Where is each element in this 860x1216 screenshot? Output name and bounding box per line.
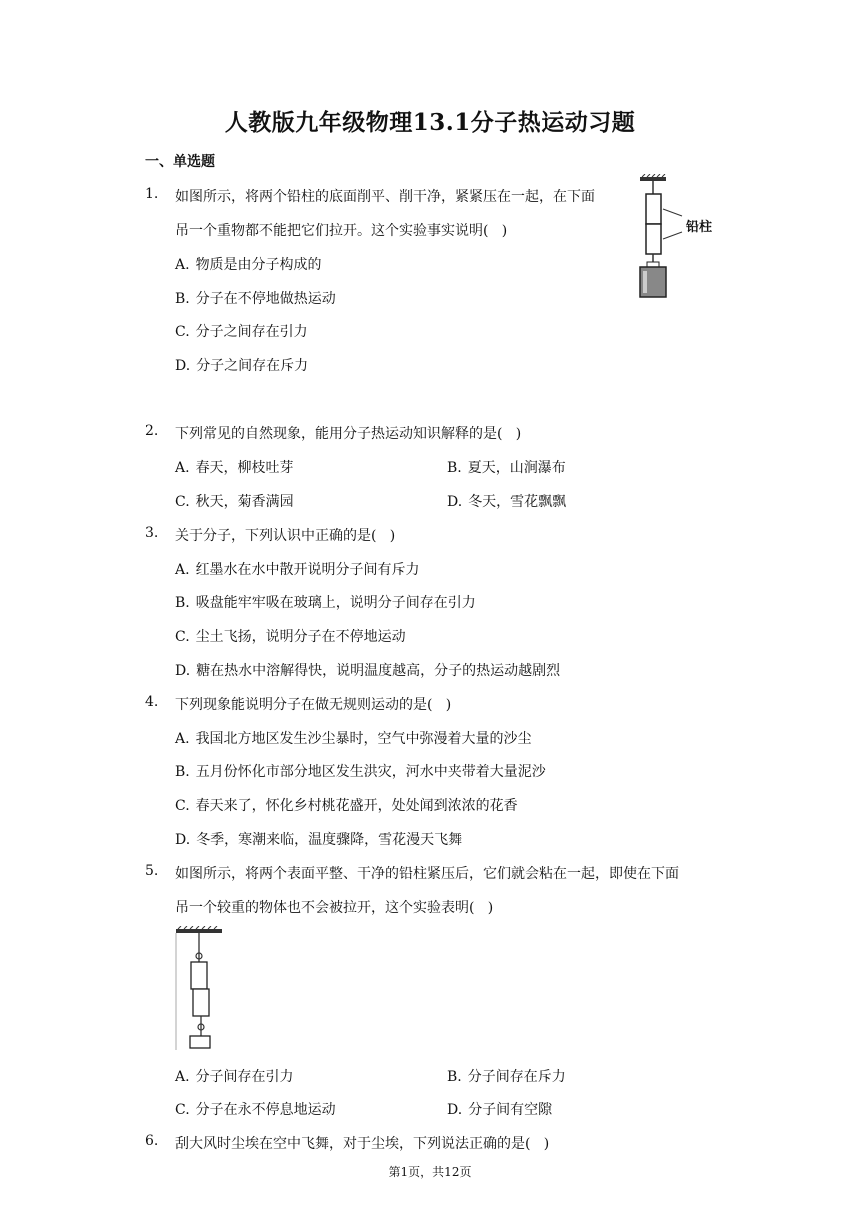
option-text: 冬季，寒潮来临，温度骤降，雪花漫天飞舞 xyxy=(196,832,463,848)
question-5-option-a xyxy=(175,1066,294,1086)
question-3-option-d xyxy=(175,660,560,680)
question-6-number: 6. xyxy=(145,1133,159,1149)
option-key: B. xyxy=(175,764,190,780)
question-2-line-1: 下列常见的自然现象，能用分子热运动知识解释的是( ) xyxy=(175,426,522,442)
option-key: C. xyxy=(175,494,190,510)
question-5-option-d xyxy=(447,1099,552,1119)
option-key: C. xyxy=(175,324,190,340)
option-key: C. xyxy=(175,798,190,814)
question-5-option-c xyxy=(175,1099,336,1119)
question-2-number: 2. xyxy=(145,423,159,439)
question-3-option-a xyxy=(175,559,420,579)
option-key: A. xyxy=(175,257,190,273)
question-1-option-d xyxy=(175,355,308,375)
option-text: 尘土飞扬，说明分子在不停地运动 xyxy=(195,629,406,645)
question-4-option-b xyxy=(175,761,546,781)
option-key: D. xyxy=(447,494,463,510)
question-4-option-a xyxy=(175,728,532,748)
option-text: 夏天，山涧瀑布 xyxy=(467,460,566,476)
option-text: 我国北方地区发生沙尘暴时，空气中弥漫着大量的沙尘 xyxy=(195,731,532,747)
option-text: 五月份怀化市部分地区发生洪灾，河水中夹带着大量泥沙 xyxy=(195,764,546,780)
option-key: A. xyxy=(175,562,190,578)
question-4-option-c xyxy=(175,795,518,815)
question-3-number: 3. xyxy=(145,525,159,541)
option-key: B. xyxy=(447,1069,462,1085)
option-text: 分子之间存在引力 xyxy=(195,324,308,340)
figure-1-label: 铅柱 xyxy=(686,220,713,235)
option-text: 分子间存在斥力 xyxy=(467,1069,566,1085)
option-key: B. xyxy=(175,291,190,307)
option-text: 分子之间存在斥力 xyxy=(196,358,309,374)
option-key: A. xyxy=(175,731,190,747)
option-key: A. xyxy=(175,1069,190,1085)
option-key: C. xyxy=(175,629,190,645)
option-text: 分子在不停地做热运动 xyxy=(195,291,336,307)
question-4-line-1: 下列现象能说明分子在做无规则运动的是( ) xyxy=(175,697,452,713)
option-key: D. xyxy=(175,663,191,679)
question-3-line-1: 关于分子，下列认识中正确的是( ) xyxy=(175,528,396,544)
section-heading: 一、单选题 xyxy=(145,154,215,170)
question-5-option-b xyxy=(447,1066,566,1086)
option-text: 分子在永不停息地运动 xyxy=(195,1102,336,1118)
question-5-line-2: 吊一个较重的物体也不会被拉开，这个实验表明( ) xyxy=(175,900,494,916)
question-4-number: 4. xyxy=(145,694,159,710)
option-key: D. xyxy=(175,358,191,374)
option-key: D. xyxy=(447,1102,463,1118)
question-2-option-b xyxy=(447,457,566,477)
question-1-option-a xyxy=(175,254,322,274)
question-6-line-1: 刮大风时尘埃在空中飞舞，对于尘埃，下列说法正确的是( ) xyxy=(175,1136,550,1152)
page-footer: 第1页，共12页 xyxy=(388,1165,472,1179)
lead-cylinder-figure-1 xyxy=(630,174,730,300)
option-text: 分子间存在引力 xyxy=(195,1069,294,1085)
option-key: B. xyxy=(175,595,190,611)
question-3-option-b xyxy=(175,592,476,612)
question-1-line-2: 吊一个重物都不能把它们拉开。这个实验事实说明( ) xyxy=(175,223,508,239)
question-5-line-1: 如图所示，将两个表面平整、干净的铅柱紧压后，它们就会粘在一起，即使在下面 xyxy=(175,866,679,882)
option-key: C. xyxy=(175,1102,190,1118)
option-text: 物质是由分子构成的 xyxy=(195,257,322,273)
option-text: 秋天，菊香满园 xyxy=(195,494,294,510)
option-text: 糖在热水中溶解得快，说明温度越高，分子的热运动越剧烈 xyxy=(196,663,561,679)
question-4-option-d xyxy=(175,829,462,849)
question-5-number: 5. xyxy=(145,863,159,879)
question-1-line-1: 如图所示，将两个铅柱的底面削平、削干净，紧紧压在一起，在下面 xyxy=(175,189,595,205)
document-title: 人教版九年级物理13.1分子热运动习题 xyxy=(224,109,636,136)
option-text: 红墨水在水中散开说明分子间有斥力 xyxy=(195,562,420,578)
option-text: 分子间有空隙 xyxy=(468,1102,553,1118)
option-text: 春天来了，怀化乡村桃花盛开，处处闻到浓浓的花香 xyxy=(195,798,518,814)
question-2-option-c xyxy=(175,491,294,511)
question-2-option-d xyxy=(447,491,566,511)
question-1-number: 1. xyxy=(145,186,159,202)
option-key: B. xyxy=(447,460,462,476)
question-1-option-c xyxy=(175,321,308,341)
question-2-option-a xyxy=(175,457,294,477)
option-text: 吸盘能牢牢吸在玻璃上，说明分子间存在引力 xyxy=(195,595,476,611)
option-text: 冬天，雪花飘飘 xyxy=(468,494,567,510)
lead-cylinder-figure-2 xyxy=(174,926,226,1052)
question-3-option-c xyxy=(175,626,406,646)
option-key: D. xyxy=(175,832,191,848)
question-1-option-b xyxy=(175,288,336,308)
option-key: A. xyxy=(175,460,190,476)
option-text: 春天，柳枝吐芽 xyxy=(195,460,294,476)
